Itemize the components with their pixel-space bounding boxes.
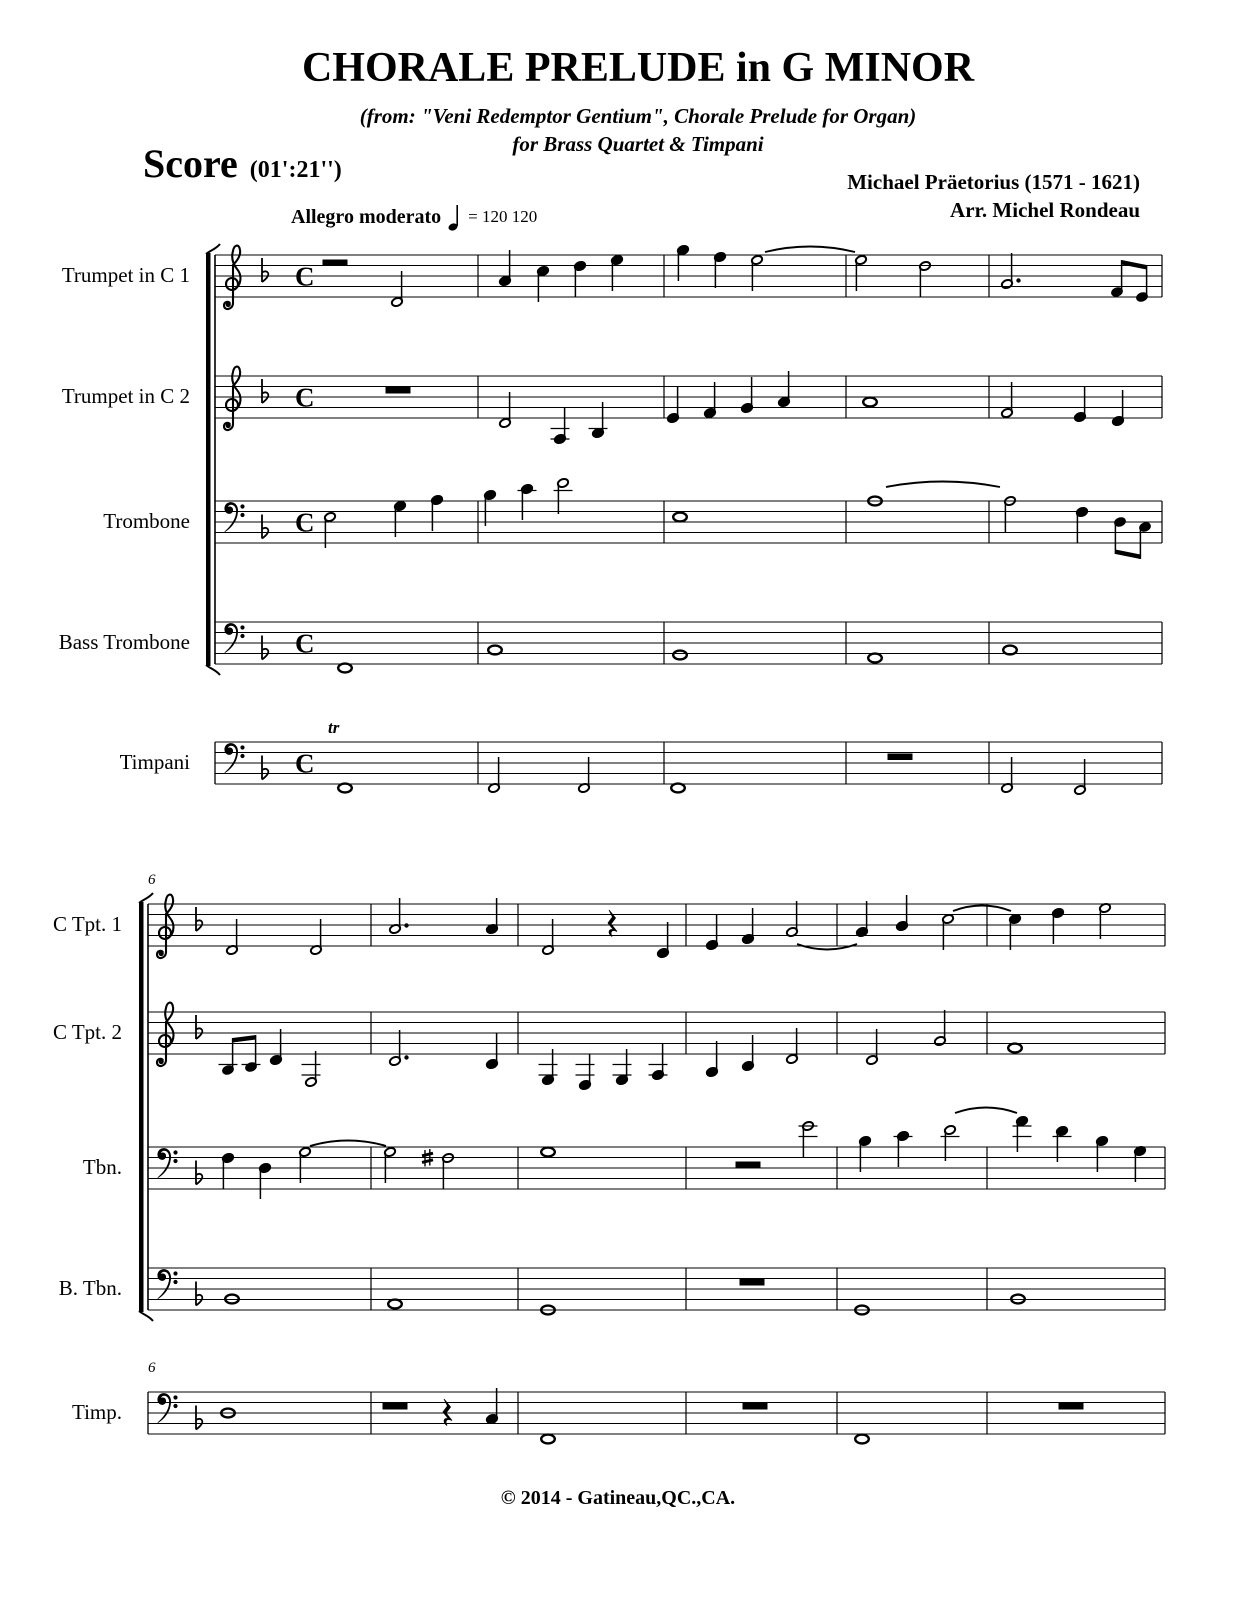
duration-label: (01':21'') bbox=[249, 157, 342, 183]
beam-group bbox=[1114, 517, 1152, 559]
note-q bbox=[1096, 1136, 1109, 1172]
system-1 bbox=[206, 244, 1162, 795]
bass-clef-icon bbox=[224, 502, 244, 532]
note-h bbox=[942, 914, 955, 950]
arranger-line: Arr. Michel Rondeau bbox=[950, 198, 1140, 222]
beam bbox=[233, 1035, 256, 1043]
note-h bbox=[1001, 382, 1014, 418]
bass-clef-icon bbox=[224, 623, 244, 653]
note-q bbox=[704, 382, 717, 418]
augmentation-dot bbox=[404, 1055, 408, 1059]
bracket-hook-bottom bbox=[139, 1311, 153, 1321]
flat-sign-icon bbox=[262, 379, 268, 403]
note-h bbox=[786, 901, 799, 937]
trill-marking: tr bbox=[328, 718, 340, 737]
note-q bbox=[706, 914, 719, 950]
note-q bbox=[394, 501, 407, 537]
note-q bbox=[1074, 386, 1087, 422]
bracket-hook-top bbox=[206, 244, 220, 254]
staff-label: Timp. bbox=[71, 1400, 122, 1424]
flat-sign-icon bbox=[262, 756, 268, 780]
flat-sign-icon bbox=[196, 1406, 202, 1430]
note-w bbox=[1008, 1044, 1022, 1053]
tie bbox=[953, 906, 1011, 912]
note-q bbox=[611, 255, 624, 291]
staff-trumpet-in-c-2 bbox=[215, 367, 1162, 445]
flat-sign-icon bbox=[262, 258, 268, 282]
common-time-sign: C bbox=[295, 628, 315, 659]
note-w bbox=[673, 651, 687, 660]
system-bracket bbox=[139, 902, 144, 1312]
bass-clef-icon bbox=[157, 1393, 177, 1423]
staff-b-tbn- bbox=[148, 1268, 1165, 1314]
note-w bbox=[855, 1435, 869, 1444]
rest-block bbox=[323, 260, 348, 267]
staff-label: Tbn. bbox=[82, 1155, 122, 1179]
note-w bbox=[388, 1300, 402, 1309]
system-2 bbox=[139, 872, 1165, 1443]
note-h bbox=[1001, 253, 1021, 289]
note-q bbox=[657, 922, 670, 958]
note-q bbox=[1056, 1126, 1069, 1162]
page-title: CHORALE PRELUDE in G MINOR bbox=[301, 45, 975, 91]
note-w bbox=[541, 1148, 555, 1157]
staff-trombone bbox=[215, 478, 1162, 559]
beam bbox=[1115, 550, 1140, 560]
note-h bbox=[1074, 759, 1087, 795]
staff-label: Bass Trombone bbox=[58, 630, 190, 654]
note-q bbox=[706, 1041, 719, 1077]
note-q bbox=[486, 1033, 499, 1069]
bass-clef-icon bbox=[224, 743, 244, 773]
note-h bbox=[1099, 903, 1112, 939]
rest-block bbox=[740, 1279, 765, 1286]
note-q bbox=[521, 484, 534, 520]
note-q bbox=[856, 901, 869, 937]
flat-sign-icon bbox=[196, 1282, 202, 1306]
flat-sign-icon bbox=[196, 1015, 202, 1039]
note-h bbox=[299, 1147, 312, 1183]
staff-bass-trombone bbox=[215, 622, 1162, 672]
bass-clef-icon bbox=[157, 1148, 177, 1178]
note-h bbox=[389, 1030, 409, 1066]
note-q bbox=[652, 1044, 665, 1080]
note-q bbox=[574, 261, 587, 297]
note-q bbox=[896, 895, 909, 931]
flat-sign-icon bbox=[196, 907, 202, 931]
note-w bbox=[541, 1435, 555, 1444]
subtitle-source: (from: "Veni Redemptor Gentium", Chorale Prelude for Organ) bbox=[359, 104, 917, 128]
note-w bbox=[863, 398, 877, 407]
note-q bbox=[486, 1388, 499, 1424]
tie bbox=[886, 482, 1000, 488]
subtitle-instrumentation: for Brass Quartet & Timpani bbox=[512, 132, 764, 156]
measure-number: 6 bbox=[148, 1360, 156, 1376]
score-label: Score bbox=[143, 141, 238, 186]
staff-timp- bbox=[148, 1360, 1165, 1443]
tempo-bpm: = 120 120 bbox=[468, 207, 538, 226]
note-q bbox=[1134, 1146, 1147, 1182]
staff-label: C Tpt. 2 bbox=[52, 1020, 122, 1044]
tempo-text: Allegro moderato bbox=[291, 205, 442, 228]
staff-timpani bbox=[215, 718, 1162, 795]
note-w bbox=[671, 784, 685, 793]
note-h bbox=[934, 1010, 947, 1046]
note-q bbox=[897, 1131, 910, 1167]
note-q bbox=[222, 1153, 235, 1189]
note-w bbox=[868, 654, 882, 663]
system-bracket bbox=[206, 253, 211, 666]
measure-number: 6 bbox=[148, 872, 156, 888]
tie bbox=[310, 1141, 386, 1147]
note-w bbox=[338, 664, 352, 673]
staff-label: Trombone bbox=[103, 509, 190, 533]
staff-tbn- bbox=[148, 1108, 1165, 1200]
note-q bbox=[484, 490, 497, 526]
note-q bbox=[259, 1163, 272, 1199]
staff-label: Trumpet in C 2 bbox=[61, 384, 190, 408]
rest-block bbox=[743, 1403, 768, 1410]
note-q bbox=[859, 1136, 872, 1172]
bracket-hook-bottom bbox=[206, 665, 220, 675]
note-q bbox=[742, 1035, 755, 1071]
common-time-sign: C bbox=[295, 382, 315, 413]
note-h bbox=[557, 478, 570, 514]
rest-block bbox=[1059, 1403, 1084, 1410]
note-h bbox=[384, 1147, 397, 1183]
note-h bbox=[866, 1029, 879, 1065]
note-q bbox=[270, 1029, 283, 1065]
augmentation-dot bbox=[404, 923, 408, 927]
rest-block bbox=[736, 1162, 761, 1169]
staff-trumpet-in-c-1 bbox=[215, 245, 1162, 309]
bass-clef-icon bbox=[157, 1269, 177, 1299]
staff-c-tpt-2 bbox=[148, 1003, 1165, 1091]
staff-label: Timpani bbox=[119, 750, 190, 774]
note-h bbox=[751, 255, 764, 291]
note-h bbox=[305, 1051, 318, 1087]
note-w bbox=[673, 513, 687, 522]
bracket-hook-top bbox=[139, 893, 153, 903]
note-q bbox=[741, 377, 754, 413]
staff-label: C Tpt. 1 bbox=[52, 912, 122, 936]
rest-block bbox=[888, 754, 913, 761]
note-w bbox=[338, 784, 352, 793]
beam bbox=[1122, 260, 1147, 270]
note-q bbox=[1112, 390, 1125, 426]
copyright-footer: © 2014 - Gatineau,QC.,CA. bbox=[500, 1487, 736, 1509]
note-q bbox=[1009, 914, 1022, 950]
composer-line: Michael Präetorius (1571 - 1621) bbox=[847, 170, 1140, 194]
note-q bbox=[579, 1054, 592, 1090]
staff-label: Trumpet in C 1 bbox=[61, 263, 190, 287]
augmentation-dot bbox=[1016, 278, 1020, 282]
flat-sign-icon bbox=[262, 515, 268, 539]
note-q bbox=[1052, 908, 1065, 944]
note-h bbox=[855, 255, 868, 291]
common-time-sign: C bbox=[295, 261, 315, 292]
note-q bbox=[667, 387, 680, 423]
tie bbox=[797, 944, 857, 950]
note-q bbox=[742, 908, 755, 944]
common-time-sign: C bbox=[295, 507, 315, 538]
beam-group bbox=[1111, 260, 1149, 302]
note-q bbox=[431, 495, 444, 531]
beam-group bbox=[222, 1035, 258, 1075]
note-q bbox=[554, 408, 567, 444]
rest-block bbox=[383, 1403, 408, 1410]
flat-sign-icon bbox=[196, 1161, 202, 1185]
rest-block bbox=[386, 387, 411, 394]
staff-c-tpt-1 bbox=[148, 872, 1165, 958]
note-q bbox=[1076, 507, 1089, 543]
note-q bbox=[714, 252, 727, 288]
common-time-sign: C bbox=[295, 748, 315, 779]
tie bbox=[955, 1108, 1017, 1114]
staff-label: B. Tbn. bbox=[58, 1276, 122, 1300]
note-h bbox=[944, 1125, 957, 1161]
tie bbox=[765, 247, 855, 253]
flat-sign-icon bbox=[262, 636, 268, 660]
